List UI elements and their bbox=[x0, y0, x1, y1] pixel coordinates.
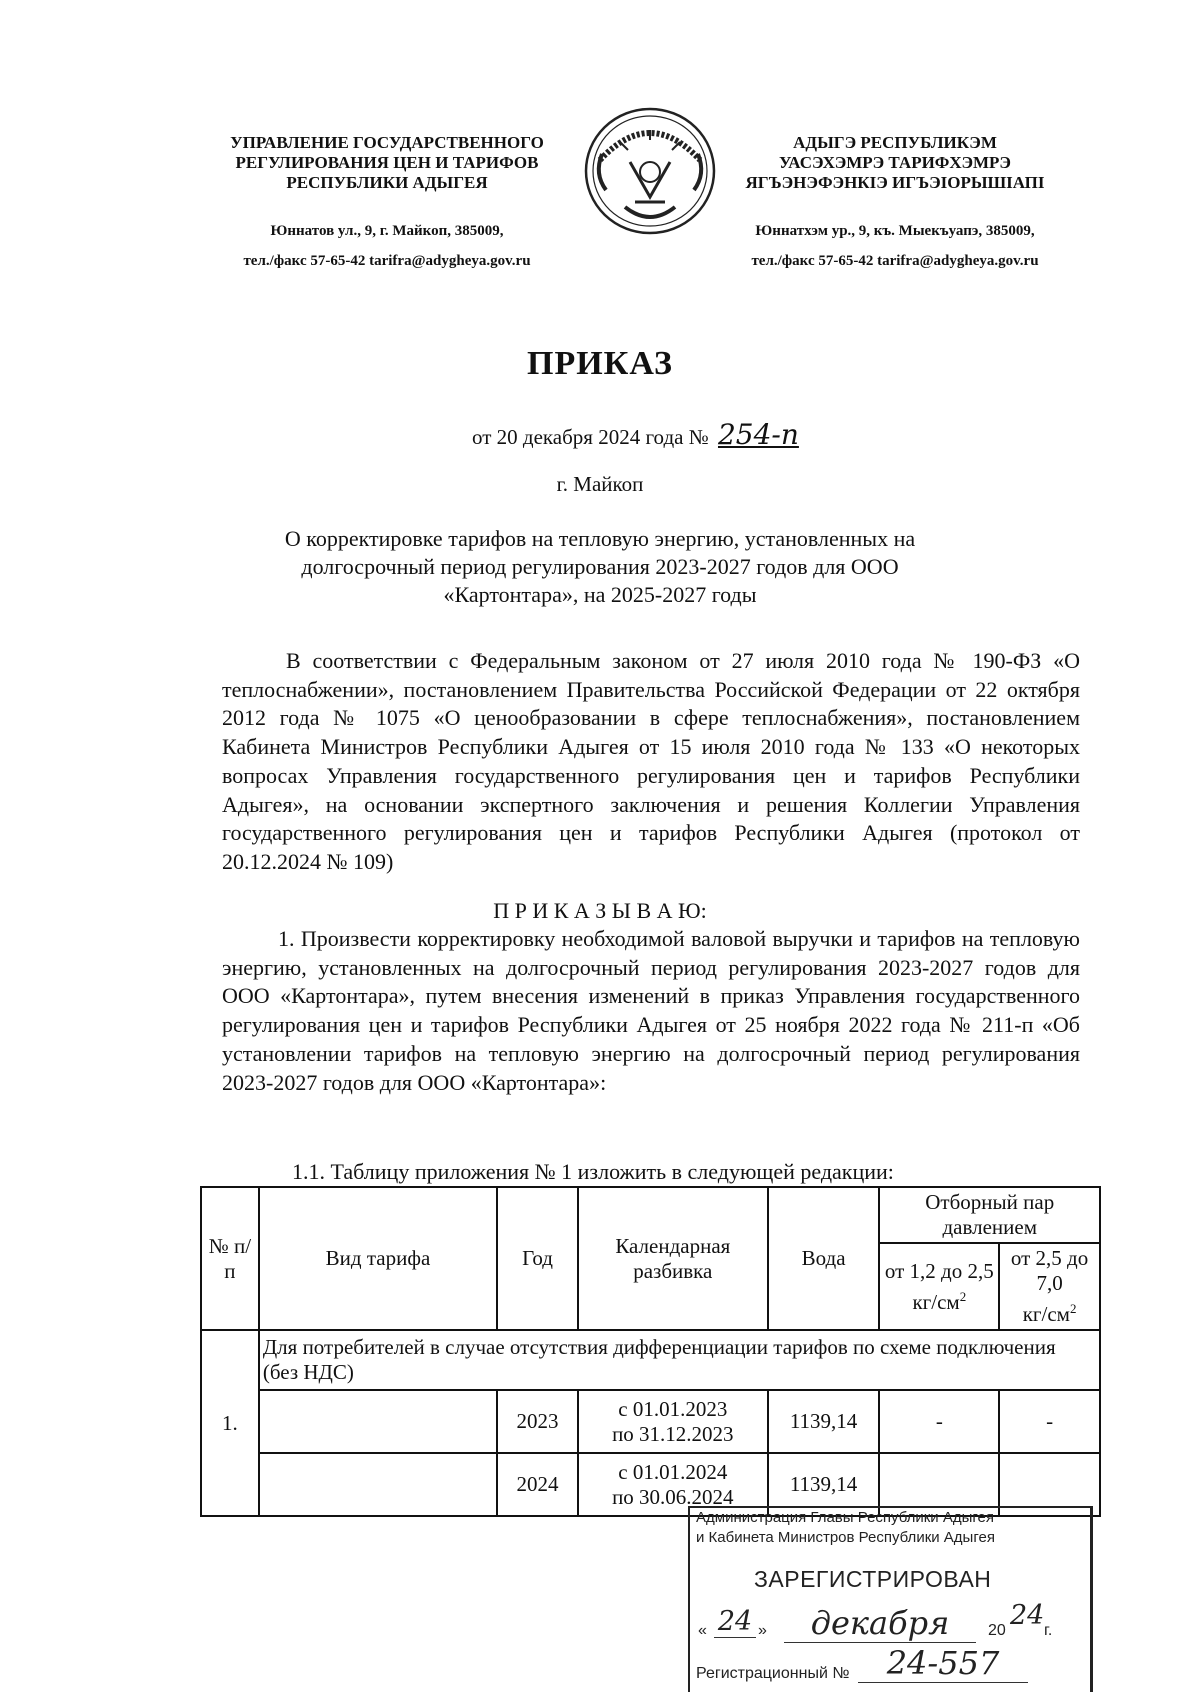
stamp-status: ЗАРЕГИСТРИРОВАН bbox=[754, 1566, 992, 1592]
document-date-line bbox=[472, 418, 799, 451]
steam-low-range: от 1,2 до 2,5 bbox=[884, 1258, 994, 1283]
preamble-paragraph bbox=[222, 647, 1080, 877]
handwritten-order-number: 254-п bbox=[717, 418, 799, 451]
subject-line: О корректировке тарифов на тепловую энергию, установленных на bbox=[284, 526, 916, 551]
stamp-year-suffix: 24 bbox=[1010, 1600, 1045, 1631]
steam-high-cell: - bbox=[999, 1390, 1100, 1453]
org-name-adyghe bbox=[715, 133, 1075, 193]
header-tariff-type: Вид тарифа bbox=[259, 1187, 497, 1330]
table-row bbox=[201, 1390, 1100, 1453]
org-address-adyghe: Юннатхэм ур., 9, къ. Мыекъуапэ, 385009, bbox=[755, 223, 1035, 239]
unit-sup: 2 bbox=[959, 1288, 967, 1304]
stamp-year-prefix: 20 bbox=[988, 1622, 1006, 1639]
year-cell: 2023 bbox=[497, 1390, 578, 1453]
period-from: с 01.01.2024 bbox=[618, 1459, 728, 1484]
group-label: Для потребителей в случае отсутствия дифференциации тарифов по схеме подключения (без НДС) bbox=[259, 1330, 1100, 1390]
stamp-reg-label: Регистрационный № bbox=[696, 1665, 850, 1682]
steam-low-cell: - bbox=[879, 1390, 999, 1453]
period-cell bbox=[578, 1390, 768, 1453]
unit-label: кг/см bbox=[912, 1289, 960, 1314]
org-contacts-adyghe: тел./факс 57-65-42 tarifra@adygheya.gov.ru bbox=[751, 253, 1039, 269]
item-1-text: 1. Произвести корректировку необходимой валовой выручки и тарифов на тепловую энергию, установленных на долгосрочный период регулирования 2023-2027 годов для ООО «Картонтара», путем внесения изменений в приказ Управления государственного регулирования цен и тарифов Республики Адыгея от 25 ноября 2022 года № 211-п «Об установлении тарифов на тепловую энергию на долгосрочный период регулирования 2023-2027 годов для ООО «Картонтара»: bbox=[222, 926, 1080, 1095]
document-title: ПРИКАЗ bbox=[527, 345, 673, 382]
org-name-line: РЕСПУБЛИКИ АДЫГЕЯ bbox=[286, 173, 488, 192]
period-from: с 01.01.2023 bbox=[618, 1396, 728, 1421]
item-1-1-text: 1.1. Таблицу приложения № 1 изложить в следующей редакции: bbox=[292, 1159, 894, 1184]
org-name-line: УПРАВЛЕНИЕ ГОСУДАРСТВЕННОГО bbox=[230, 133, 544, 152]
header-calendar: Календарная разбивка bbox=[578, 1187, 768, 1330]
document-subject bbox=[200, 525, 1000, 609]
org-address-russian: Юннатов ул., 9, г. Майкоп, 385009, bbox=[270, 223, 504, 239]
tariff-table bbox=[200, 1186, 1101, 1517]
year-cell: 2024 bbox=[497, 1453, 578, 1516]
org-name-russian bbox=[196, 133, 578, 193]
stamp-year-mark: г. bbox=[1044, 1622, 1053, 1639]
preamble-text: В соответствии с Федеральным законом от 27 июля 2010 года № 190-ФЗ «О теплоснабжении», постановлением Правительства Российской Федерации от 22 октября 2012 года № 1075 «О ценообразовании в сфере теплоснабжения», постановлением Кабинета Министров Республики Адыгея от 15 июля 2010 года № 133 «О некоторых вопросах Управления государственного регулирования цен и тарифов Республики Адыгея», на основании экспертного заключения и решения Коллегии Управления государственного регулирования цен и тарифов Республики Адыгея (протокол от 20.12.2024 № 109) bbox=[222, 648, 1080, 874]
header-year: Год bbox=[497, 1187, 578, 1330]
period-to: по 30.06.2024 bbox=[612, 1484, 734, 1509]
tariff-type-cell bbox=[259, 1453, 497, 1516]
table-header-row bbox=[201, 1187, 1100, 1243]
steam-high-range: от 2,5 до 7,0 bbox=[1010, 1246, 1089, 1295]
header-num: № п/п bbox=[201, 1187, 259, 1330]
water-cell: 1139,14 bbox=[768, 1390, 880, 1453]
period-to: по 31.12.2023 bbox=[612, 1421, 734, 1446]
table-group-row bbox=[201, 1330, 1100, 1390]
org-name-line: АДЫГЭ РЕСПУБЛИКЭМ bbox=[793, 133, 997, 152]
org-name-line: РЕГУЛИРОВАНИЯ ЦЕН И ТАРИФОВ bbox=[235, 153, 539, 172]
org-name-line: ЯГЪЭНЭФЭНКIЭ ИГЪЭIОРЫШIАПI bbox=[745, 173, 1045, 192]
document-city: г. Майкоп bbox=[556, 472, 644, 496]
stamp-month: декабря bbox=[784, 1604, 976, 1643]
subject-line: «Картонтара», на 2025-2027 годы bbox=[443, 582, 757, 607]
header-steam-low bbox=[879, 1243, 999, 1330]
date-text: от 20 декабря 2024 года № bbox=[472, 425, 709, 449]
unit-label: кг/см bbox=[1022, 1302, 1070, 1326]
header-water: Вода bbox=[768, 1187, 880, 1330]
stamp-reg-number: 24-557 bbox=[858, 1644, 1028, 1683]
tariff-type-cell bbox=[259, 1390, 497, 1453]
header-steam-high bbox=[999, 1243, 1100, 1330]
stamp-authority-line: и Кабинета Министров Республики Адыгея bbox=[696, 1529, 995, 1546]
subject-line: долгосрочный период регулирования 2023-2027 годов для ООО bbox=[301, 554, 899, 579]
header-steam: Отборный пар давлением bbox=[879, 1187, 1100, 1243]
registration-stamp: Администрация Главы Республики Адыгея и Кабинета Министров Республики Адыгея ЗАРЕГИСТРИРОВАН « 24 » декабря 20 24 г. Регистрационный № 24-557 bbox=[688, 1506, 1093, 1692]
stamp-day: 24 bbox=[714, 1606, 756, 1638]
org-contacts-russian: тел./факс 57-65-42 tarifra@adygheya.gov.ru bbox=[243, 253, 531, 269]
order-word: П Р И К А З Ы В А Ю: bbox=[493, 898, 707, 923]
unit-sup: 2 bbox=[1069, 1301, 1077, 1316]
item-1-paragraph bbox=[222, 925, 1080, 1097]
stamp-authority-line: Администрация Главы Республики Адыгея bbox=[696, 1509, 995, 1526]
org-name-line: УАСЭХЭМРЭ ТАРИФХЭМРЭ bbox=[779, 153, 1011, 172]
group-num: 1. bbox=[201, 1330, 259, 1516]
coat-of-arms-emblem bbox=[580, 102, 720, 240]
water-cell: 1139,14 bbox=[768, 1453, 880, 1516]
